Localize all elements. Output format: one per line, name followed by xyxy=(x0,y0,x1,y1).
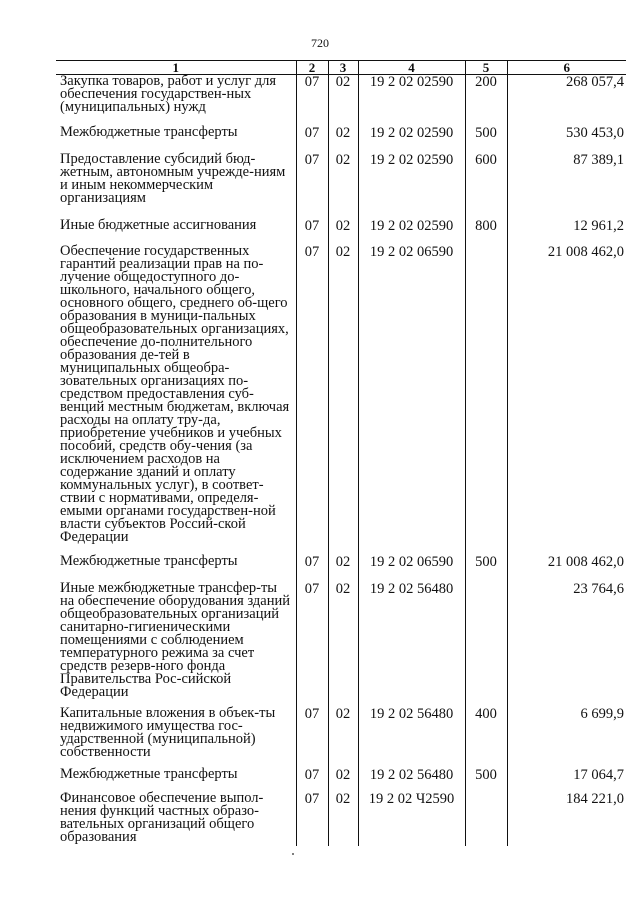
row-expense-type: 800 xyxy=(465,219,507,245)
row-expense-type: 500 xyxy=(465,555,507,582)
row-section: 07 xyxy=(296,707,328,768)
table-body xyxy=(56,75,626,846)
row-name: Иные бюджетные ассигнования xyxy=(60,216,257,233)
row-section: 07 xyxy=(296,153,328,219)
table-row xyxy=(56,792,626,846)
row-section: 07 xyxy=(296,219,328,245)
row-subsection: 02 xyxy=(328,153,358,219)
row-target-code: 19 2 02 56480 xyxy=(358,768,465,792)
table-row xyxy=(56,219,626,245)
row-name: Капитальные вложения в объек-ты недвижимого имущества гос-ударственной (муниципальной) собственности xyxy=(60,704,276,760)
row-amount: 12 961,2 xyxy=(507,219,626,245)
row-amount: 530 453,0 xyxy=(507,126,626,153)
row-expense-type xyxy=(465,245,507,555)
row-amount: 268 057,4 xyxy=(507,75,626,126)
row-subsection: 02 xyxy=(328,219,358,245)
row-amount: 21 008 462,0 xyxy=(507,245,626,555)
row-expense-type: 200 xyxy=(465,75,507,126)
row-target-code: 19 2 02 02590 xyxy=(358,219,465,245)
row-target-code: 19 2 02 56480 xyxy=(358,707,465,768)
row-amount: 6 699,9 xyxy=(507,707,626,768)
header-col-4: 4 xyxy=(358,61,465,75)
table-row xyxy=(56,768,626,792)
row-subsection: 02 xyxy=(328,792,358,846)
row-section: 07 xyxy=(296,555,328,582)
row-expense-type: 600 xyxy=(465,153,507,219)
row-subsection: 02 xyxy=(328,555,358,582)
table-row xyxy=(56,555,626,582)
row-target-code: 19 2 02 06590 xyxy=(358,555,465,582)
header-col-1: 1 xyxy=(56,61,296,75)
header-col-3: 3 xyxy=(328,61,358,75)
table-row xyxy=(56,75,626,126)
row-name: Обеспечение государственных гарантий реализации прав на по-лучение общедоступного до-школьного, начального общего, основного общего, среднего об-щего образования в муници-пальных общеобразовательных организациях, обеспечение до-полнительного образования де-тей в муниципальных общеобра-зовательных организациях по-средством предоставления суб-венций местным бюджетам, включая расходы на оплату тру-да, приобретение учебников и учебных пособий, средств обу-чения (за исключением расходов на содержание зданий и оплату коммунальных услуг), в соответ-ствии с нормативами, определя-емыми органами государствен-ной власти субъектов Россий-ской Федерации xyxy=(60,242,290,545)
row-expense-type: 400 xyxy=(465,707,507,768)
row-name: Межбюджетные трансферты xyxy=(60,552,238,569)
row-target-code: 19 2 02 02590 xyxy=(358,126,465,153)
header-col-6: 6 xyxy=(507,61,626,75)
row-section: 07 xyxy=(296,75,328,126)
row-amount: 23 764,6 xyxy=(507,582,626,707)
row-expense-type xyxy=(465,582,507,707)
row-target-code: 19 2 02 06590 xyxy=(358,245,465,555)
row-amount: 184 221,0 xyxy=(507,792,626,846)
row-target-code: 19 2 02 Ч2590 xyxy=(358,792,465,846)
row-name: Предоставление субсидий бюд-жетным, автономным учрежде-ниям и иным некоммерческим организациям xyxy=(60,150,286,206)
table-row xyxy=(56,707,626,768)
row-name: Финансовое обеспечение выпол-нения функций частных образо-вательных организаций общего образования xyxy=(60,789,264,845)
table-row xyxy=(56,153,626,219)
table-row xyxy=(56,582,626,707)
row-amount: 87 389,1 xyxy=(507,153,626,219)
row-name: Межбюджетные трансферты xyxy=(60,765,238,782)
table-row xyxy=(56,126,626,153)
header-col-2: 2 xyxy=(296,61,328,75)
row-subsection: 02 xyxy=(328,768,358,792)
row-section: 07 xyxy=(296,768,328,792)
table-row xyxy=(56,245,626,555)
row-expense-type xyxy=(465,792,507,846)
scan-speck xyxy=(292,853,294,855)
row-subsection: 02 xyxy=(328,582,358,707)
row-target-code: 19 2 02 56480 xyxy=(358,582,465,707)
row-expense-type: 500 xyxy=(465,126,507,153)
row-subsection: 02 xyxy=(328,126,358,153)
header-col-5: 5 xyxy=(465,61,507,75)
row-subsection: 02 xyxy=(328,75,358,126)
page-number: 720 xyxy=(311,36,329,50)
row-section: 07 xyxy=(296,126,328,153)
row-target-code: 19 2 02 02590 xyxy=(358,75,465,126)
row-section: 07 xyxy=(296,245,328,555)
row-amount: 21 008 462,0 xyxy=(507,555,626,582)
row-subsection: 02 xyxy=(328,245,358,555)
budget-table-wrap xyxy=(56,60,626,846)
row-target-code: 19 2 02 02590 xyxy=(358,153,465,219)
row-name: Иные межбюджетные трансфер-ты на обеспечение оборудования зданий общеобразовательных организаций санитарно-гигиеническими помещениями с соблюдением температурного режима за счет средств резерв-ного фонда Правительства Рос-сийской Федерации xyxy=(60,579,290,700)
row-subsection: 02 xyxy=(328,707,358,768)
row-name: Закупка товаров, работ и услуг для обеспечения государствен-ных (муниципальных) нужд xyxy=(60,73,277,115)
row-expense-type: 500 xyxy=(465,768,507,792)
row-section: 07 xyxy=(296,582,328,707)
budget-table xyxy=(56,60,626,846)
row-section: 07 xyxy=(296,792,328,846)
row-amount: 17 064,7 xyxy=(507,768,626,792)
row-name: Межбюджетные трансферты xyxy=(60,123,238,140)
